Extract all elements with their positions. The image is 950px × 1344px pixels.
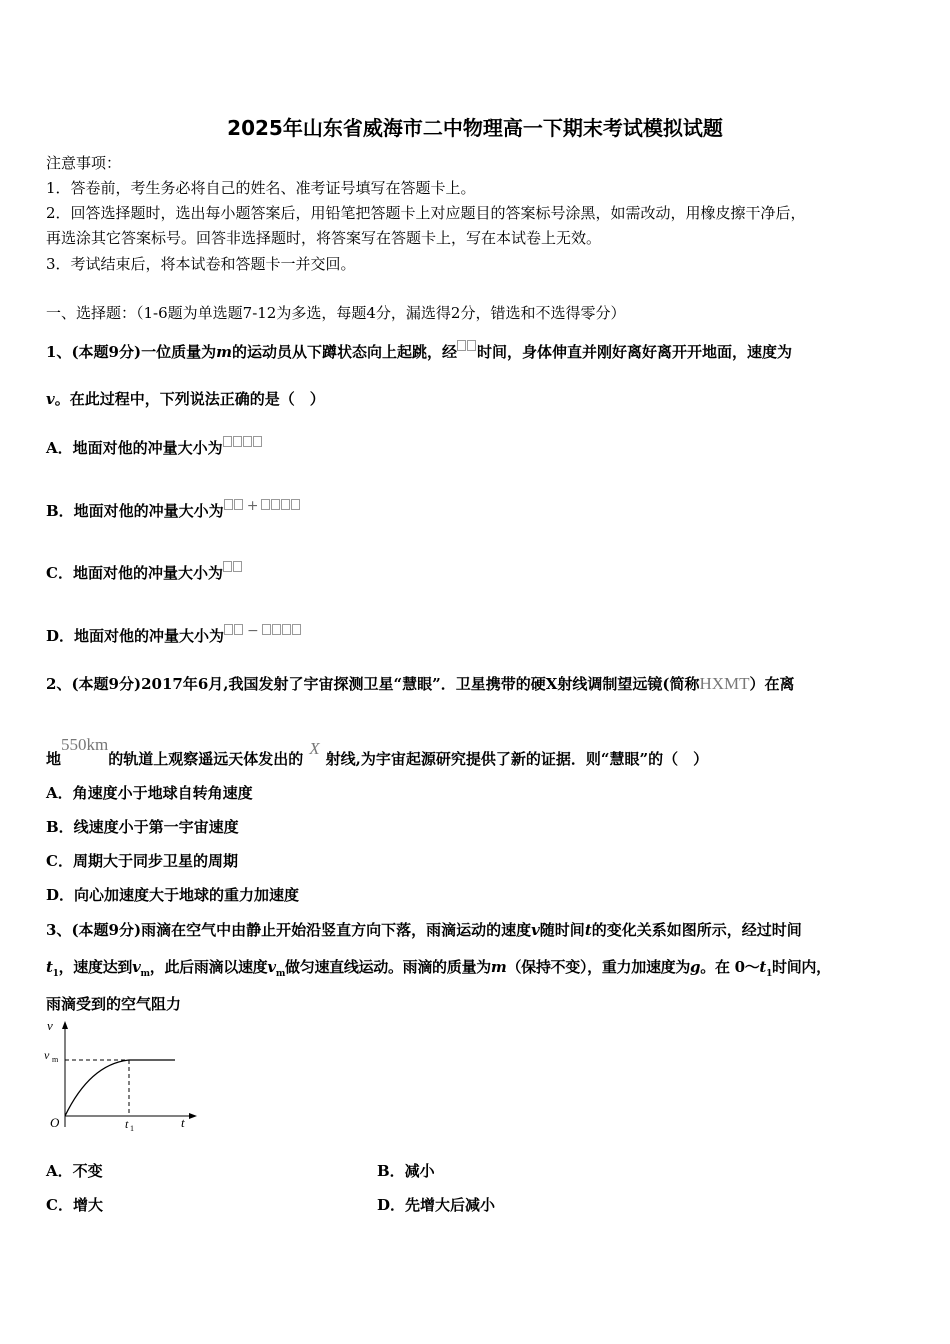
option-b[interactable]: B．地面对他的冲量大小为 + xyxy=(46,498,301,521)
formula-placeholder-icon xyxy=(223,436,263,450)
velocity-time-graph xyxy=(40,1015,210,1140)
formula-placeholder-icon: − xyxy=(224,623,302,639)
question-3-line-3: 雨滴受到的空气阻力 xyxy=(46,995,182,1013)
notice-heading: 注意事项： xyxy=(46,154,122,172)
question-2-line-1: 2、(本题9分)2017年6月,我国发射了宇宙探测卫星“慧眼”．卫星携带的硬X射线调制望远镜(简称HXMT）在离 xyxy=(46,674,795,693)
option-a[interactable]: A．地面对他的冲量大小为 xyxy=(46,436,263,458)
velocity-curve xyxy=(65,1060,129,1116)
option-c[interactable]: C．增大 xyxy=(46,1196,103,1214)
question-3-line-2: $t_1$，速度达到$v_m$，此后雨滴以速度$v_m$做匀速直线运动。雨滴的质量为m（保持不变），重力加速度为g。在 $0\sim t_1$时间内， xyxy=(46,958,831,979)
question-number: 3、 xyxy=(46,921,72,939)
y-axis-label: v xyxy=(47,1018,53,1033)
option-c[interactable]: C．周期大于同步卫星的周期 xyxy=(46,852,238,870)
formula-placeholder-icon xyxy=(457,340,477,354)
notice-line: 再选涂其它答案标号。回答非选择题时，将答案写在答题卡上，写在本试卷上无效。 xyxy=(46,229,602,247)
t1-label-sub: 1 xyxy=(130,1124,134,1133)
section-heading: 一、选择题：（1-6题为单选题7-12为多选，每题4分，漏选得2分，错选和不选得零分） xyxy=(46,304,626,322)
option-d[interactable]: D．向心加速度大于地球的重力加速度 xyxy=(46,886,300,904)
option-d[interactable]: D．先增大后减小 xyxy=(377,1196,496,1214)
formula-placeholder-icon xyxy=(223,561,243,575)
question-1-line-2: v。在此过程中，下列说法正确的是（ ） xyxy=(46,390,325,408)
option-c[interactable]: C．地面对他的冲量大小为 xyxy=(46,561,243,583)
x-axis-arrow-icon xyxy=(189,1113,197,1119)
x-axis-label: t xyxy=(181,1115,185,1130)
question-number: 2、 xyxy=(46,675,72,693)
page-title: 2025年山东省威海市二中物理高一下期末考试模拟试题 xyxy=(227,116,723,140)
option-d[interactable]: D．地面对他的冲量大小为 − xyxy=(46,623,302,646)
option-b[interactable]: B．减小 xyxy=(377,1162,435,1180)
y-axis-arrow-icon xyxy=(62,1021,68,1029)
option-b[interactable]: B．线速度小于第一宇宙速度 xyxy=(46,818,239,836)
option-a[interactable]: A．不变 xyxy=(46,1162,103,1180)
vm-label-sub: m xyxy=(52,1055,59,1064)
t1-label: t xyxy=(125,1117,129,1131)
question-3-line-1: 3、(本题9分)雨滴在空气中由静止开始沿竖直方向下落，雨滴运动的速度v随时间t的变化关系如图所示，经过时间 xyxy=(46,921,802,939)
notice-line: 1．答卷前，考生务必将自己的姓名、准考证号填写在答题卡上。 xyxy=(46,179,476,197)
notice-line: 3．考试结束后，将本试卷和答题卡一并交回。 xyxy=(46,255,356,273)
question-2-line-2: 地550km的轨道上观察遥远天体发出的X射线,为宇宙起源研究提供了新的证据．则“慧眼”的（ ） xyxy=(46,735,709,768)
question-1-line-1: 1、(本题9分)一位质量为m的运动员从下蹲状态向上起跳，经 时间，身体伸直并刚好离好离开开地面，速度为 xyxy=(46,340,792,362)
vm-label: v xyxy=(44,1048,50,1062)
notice-line: 2．回答选择题时，选出每小题答案后，用铅笔把答题卡上对应题目的答案标号涂黑，如需改动，用橡皮擦干净后， xyxy=(46,204,806,222)
origin-label: O xyxy=(50,1115,60,1130)
question-number: 1、 xyxy=(46,343,72,361)
option-a[interactable]: A．角速度小于地球自转角速度 xyxy=(46,784,253,802)
formula-placeholder-icon: + xyxy=(224,498,302,514)
